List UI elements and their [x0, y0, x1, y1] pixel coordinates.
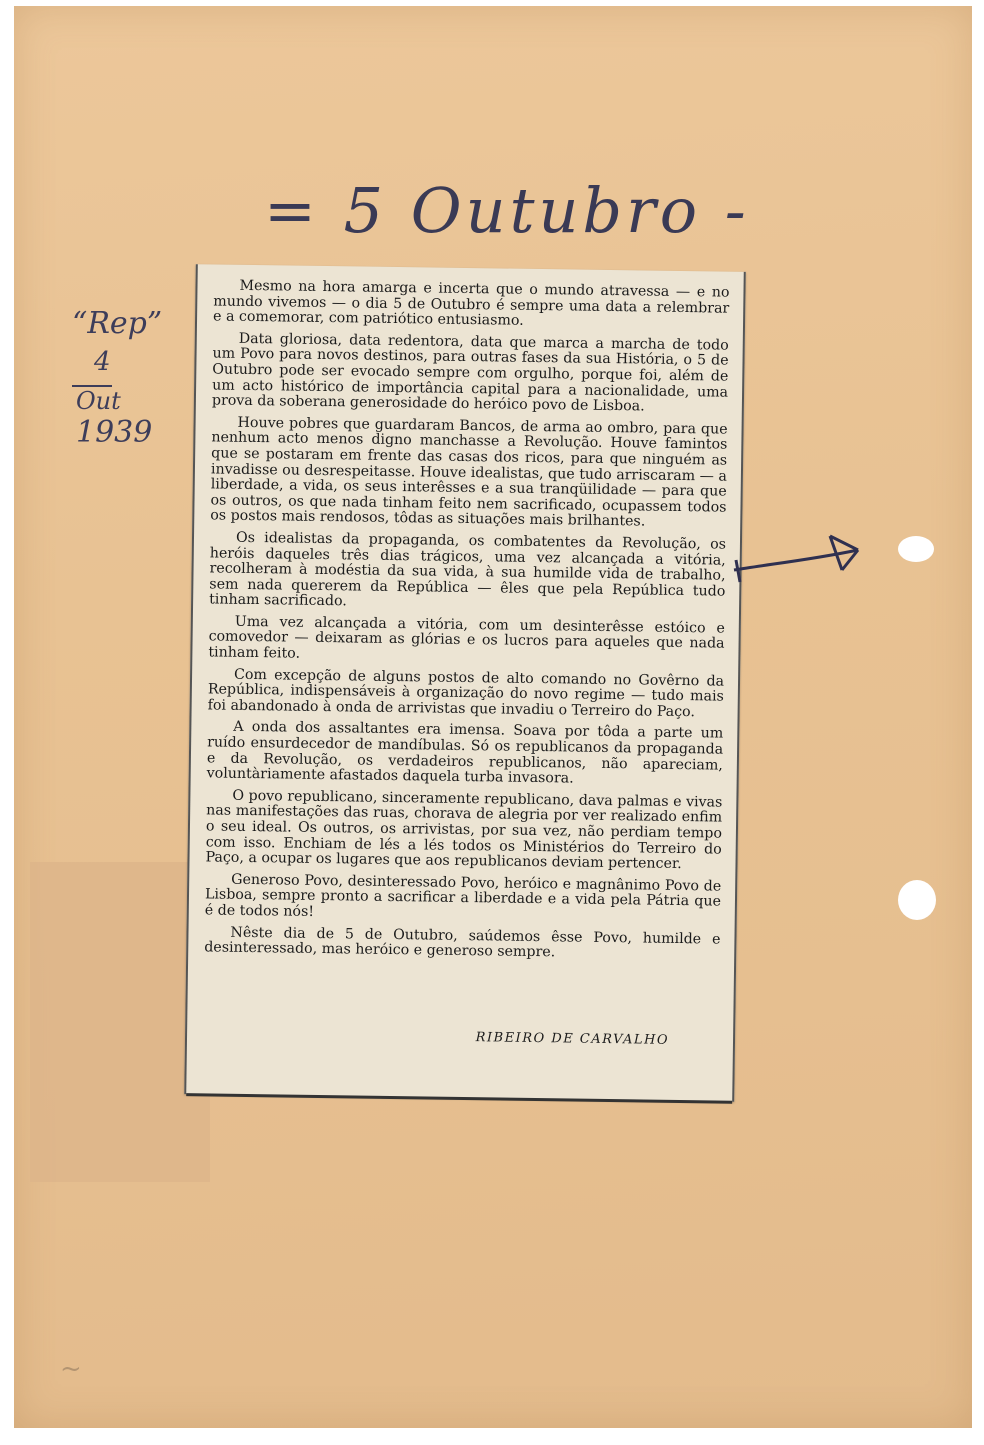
margin-note-day: 4: [94, 347, 111, 377]
margin-note-year: 1939: [76, 415, 153, 450]
article-body: [204, 278, 729, 969]
paper-stain: [30, 862, 210, 1182]
hand-drawn-arrow-icon: [730, 530, 890, 590]
article-paragraph: Mesmo na hora amarga e incerta que o mundo atravessa — e no mundo vivemos — o dia 5 de Outubro é sempre uma data a relembrar e a comemorar, com patriótico entusiasmo.: [212, 277, 730, 329]
margin-note-month: Out: [72, 385, 112, 415]
clipping-bottom-rule: [186, 1093, 732, 1104]
handwritten-margin-note: [72, 306, 182, 450]
handwritten-heading: = 5 Outubro -: [264, 174, 750, 247]
article-paragraph: Os idealistas da propaganda, os combatentes da Revolução, os heróis daqueles três dias trágicos, uma vez alcançada a vitória, recolheram à modéstia da sua vida, à sua humilde vida de trabalho, sem nada quererem da República — êles que pela República tudo tinham sacrificado.: [209, 529, 727, 610]
archive-sheet: [14, 6, 972, 1428]
pencil-mark: ~: [60, 1354, 82, 1384]
article-paragraph: O povo republicano, sinceramente republicano, dava palmas e vivas nas manifestações das ruas, chorava de alegria por ver realizado enfim o seu ideal. Os outros, os arrivistas, por sua vez, não perdiam tempo com isso. Enchiam de lés a lés todos os Ministérios do Terreiro do Paço, a ocupar os lugares que aos republicanos deviam pertencer.: [205, 787, 723, 873]
article-paragraph: A onda dos assaltantes era imensa. Soava por tôda a parte um ruído ensurdecedor de mandíbulas. Só os republicanos da propaganda e da Revolução, os verdadeiros republicanos, não apareciam, voluntàriamente afastados daquela turba invasora.: [206, 719, 724, 787]
article-paragraph: Data gloriosa, data redentora, data que marca a marcha de todo um Povo para novos destinos, para outras fases da sua História, o 5 de Outubro pode ser evocado sempre com orgulho, porque foi, além de um acto histórico de importância capital para a nacionalidade, uma prova da soberana generosidade do heróico povo de Lisboa.: [211, 330, 729, 415]
newspaper-clipping: [184, 264, 746, 1102]
article-paragraph: Uma vez alcançada a vitória, com um desinterêsse estóico e comovedor — deixaram as glórias e os lucros para aqueles que nada tinham feito.: [208, 613, 725, 662]
article-paragraph: Houve pobres que guardaram Bancos, de arma ao ombro, para que nenhum acto menos digno manchasse a Revolução. Houve famintos que se postaram em frente das casas dos ricos, para que ninguém as invadisse ou desrespeitasse. Houve idealistas, que tudo arriscaram — a liberdade, a vida, os seus interêsses e a sua tranqüilidade — para que os outros, os que nada tinham feito nem sacrificado, ocupassem todos os postos mais rendosos, tôdas as situações mais brilhantes.: [210, 414, 728, 530]
article-author: RIBEIRO DE CARVALHO: [475, 1030, 670, 1048]
punch-hole-bottom: [898, 880, 936, 920]
article-paragraph: Generoso Povo, desinteressado Povo, heróico e magnânimo Povo de Lisboa, sempre pronto a sacrificar a liberdade e a vida pela Pátria que é de todos nós!: [204, 871, 722, 920]
punch-hole-top: [898, 536, 934, 562]
margin-note-source: “Rep”: [72, 306, 163, 341]
article-paragraph: Nêste dia de 5 de Outubro, saúdemos êsse Povo, humilde e desinteressado, mas heróico e generoso sempre.: [204, 924, 721, 961]
article-paragraph: Com excepção de alguns postos de alto comando no Govêrno da República, indispensáveis à organização do novo regime — tudo mais foi abandonado à onda de arrivistas que invadiu o Terreiro do Paço.: [207, 666, 725, 721]
